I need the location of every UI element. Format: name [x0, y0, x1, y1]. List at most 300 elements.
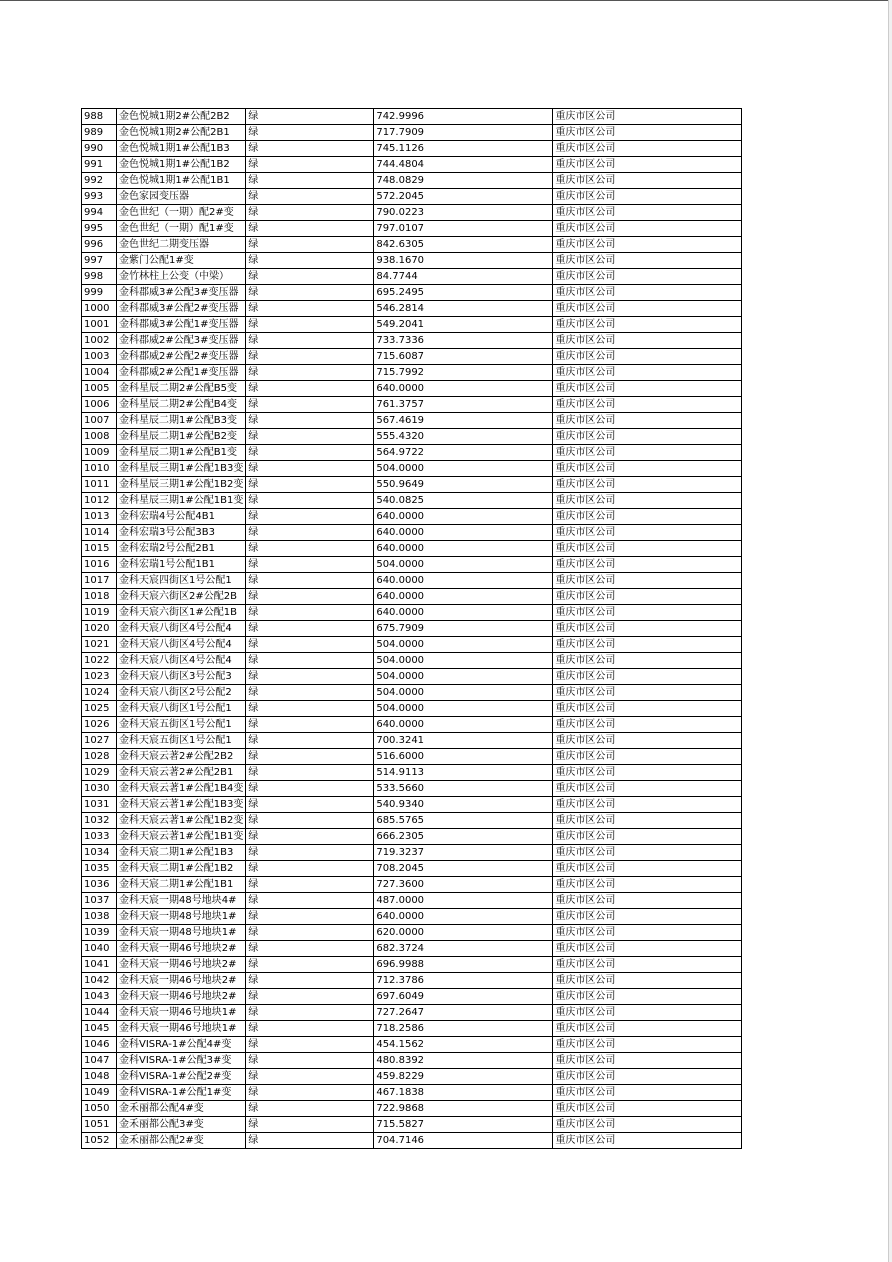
- value-cell: 640.0000: [374, 717, 553, 733]
- station-name-cell: 金科郡威3#公配3#变压器: [117, 285, 246, 301]
- table-row: [82, 685, 742, 701]
- table-row: [82, 397, 742, 413]
- station-name-cell: 金科天宸八街区4号公配4: [117, 637, 246, 653]
- company-cell: 重庆市区公司: [553, 349, 742, 365]
- table-row: [82, 173, 742, 189]
- row-index-cell: 1021: [82, 637, 117, 653]
- value-cell: 516.6000: [374, 749, 553, 765]
- station-name-cell: 金色悦城1期2#公配2B2: [117, 109, 246, 125]
- station-name-cell: 金科天宸云著1#公配1B3变: [117, 797, 246, 813]
- station-name-cell: 金科宏瑞4号公配4B1: [117, 509, 246, 525]
- company-cell: 重庆市区公司: [553, 909, 742, 925]
- station-name-cell: 金科郡威2#公配1#变压器: [117, 365, 246, 381]
- value-cell: 640.0000: [374, 589, 553, 605]
- value-cell: 733.7336: [374, 333, 553, 349]
- status-color-cell: 绿: [246, 189, 374, 205]
- company-cell: 重庆市区公司: [553, 877, 742, 893]
- status-color-cell: 绿: [246, 605, 374, 621]
- station-name-cell: 金科郡威3#公配1#变压器: [117, 317, 246, 333]
- value-cell: 715.7992: [374, 365, 553, 381]
- status-color-cell: 绿: [246, 861, 374, 877]
- status-color-cell: 绿: [246, 509, 374, 525]
- status-color-cell: 绿: [246, 909, 374, 925]
- row-index-cell: 1048: [82, 1069, 117, 1085]
- station-name-cell: 金科天宸一期46号地块2#: [117, 973, 246, 989]
- status-color-cell: 绿: [246, 877, 374, 893]
- status-color-cell: 绿: [246, 1133, 374, 1149]
- status-color-cell: 绿: [246, 1053, 374, 1069]
- station-name-cell: 金科VISRA-1#公配3#变: [117, 1053, 246, 1069]
- table-row: [82, 653, 742, 669]
- status-color-cell: 绿: [246, 333, 374, 349]
- company-cell: 重庆市区公司: [553, 285, 742, 301]
- station-name-cell: 金科VISRA-1#公配2#变: [117, 1069, 246, 1085]
- row-index-cell: 988: [82, 109, 117, 125]
- status-color-cell: 绿: [246, 493, 374, 509]
- value-cell: 504.0000: [374, 461, 553, 477]
- status-color-cell: 绿: [246, 157, 374, 173]
- table-row: [82, 1101, 742, 1117]
- status-color-cell: 绿: [246, 845, 374, 861]
- status-color-cell: 绿: [246, 733, 374, 749]
- table-row: [82, 237, 742, 253]
- company-cell: 重庆市区公司: [553, 1021, 742, 1037]
- station-name-cell: 金竹林柱上公变（中梁）: [117, 269, 246, 285]
- station-name-cell: 金科宏瑞2号公配2B1: [117, 541, 246, 557]
- table-row: [82, 445, 742, 461]
- row-index-cell: 1022: [82, 653, 117, 669]
- company-cell: 重庆市区公司: [553, 621, 742, 637]
- value-cell: 620.0000: [374, 925, 553, 941]
- value-cell: 480.8392: [374, 1053, 553, 1069]
- company-cell: 重庆市区公司: [553, 573, 742, 589]
- table-row: [82, 717, 742, 733]
- station-name-cell: 金色世纪（一期）配1#变: [117, 221, 246, 237]
- table-row: [82, 973, 742, 989]
- station-name-cell: 金科星辰二期1#公配B3变: [117, 413, 246, 429]
- value-cell: 719.3237: [374, 845, 553, 861]
- status-color-cell: 绿: [246, 477, 374, 493]
- table-row: [82, 285, 742, 301]
- value-cell: 533.5660: [374, 781, 553, 797]
- row-index-cell: 1011: [82, 477, 117, 493]
- company-cell: 重庆市区公司: [553, 589, 742, 605]
- company-cell: 重庆市区公司: [553, 413, 742, 429]
- station-name-cell: 金科天宸八街区2号公配2: [117, 685, 246, 701]
- station-name-cell: 金科天宸云著1#公配1B2变: [117, 813, 246, 829]
- station-name-cell: 金禾丽都公配3#变: [117, 1117, 246, 1133]
- station-name-cell: 金色悦城1期1#公配1B3: [117, 141, 246, 157]
- table-row: [82, 701, 742, 717]
- company-cell: 重庆市区公司: [553, 1085, 742, 1101]
- status-color-cell: 绿: [246, 1101, 374, 1117]
- row-index-cell: 1044: [82, 1005, 117, 1021]
- row-index-cell: 1025: [82, 701, 117, 717]
- table-row: [82, 525, 742, 541]
- company-cell: 重庆市区公司: [553, 733, 742, 749]
- table-row: [82, 221, 742, 237]
- value-cell: 504.0000: [374, 685, 553, 701]
- value-cell: 718.2586: [374, 1021, 553, 1037]
- row-index-cell: 1032: [82, 813, 117, 829]
- row-index-cell: 1009: [82, 445, 117, 461]
- value-cell: 715.6087: [374, 349, 553, 365]
- table-row: [82, 941, 742, 957]
- station-name-cell: 金科宏瑞3号公配3B3: [117, 525, 246, 541]
- table-row: [82, 573, 742, 589]
- station-name-cell: 金科星辰三期1#公配1B2变: [117, 477, 246, 493]
- station-name-cell: 金科天宸八街区3号公配3: [117, 669, 246, 685]
- station-name-cell: 金色世纪（一期）配2#变: [117, 205, 246, 221]
- company-cell: 重庆市区公司: [553, 109, 742, 125]
- row-index-cell: 996: [82, 237, 117, 253]
- status-color-cell: 绿: [246, 1117, 374, 1133]
- company-cell: 重庆市区公司: [553, 221, 742, 237]
- row-index-cell: 1016: [82, 557, 117, 573]
- value-cell: 540.0825: [374, 493, 553, 509]
- table-row: [82, 605, 742, 621]
- company-cell: 重庆市区公司: [553, 781, 742, 797]
- station-name-cell: 金科郡威3#公配2#变压器: [117, 301, 246, 317]
- company-cell: 重庆市区公司: [553, 765, 742, 781]
- value-cell: 504.0000: [374, 637, 553, 653]
- status-color-cell: 绿: [246, 1037, 374, 1053]
- company-cell: 重庆市区公司: [553, 253, 742, 269]
- company-cell: 重庆市区公司: [553, 1005, 742, 1021]
- row-index-cell: 1002: [82, 333, 117, 349]
- table-row: [82, 461, 742, 477]
- value-cell: 459.8229: [374, 1069, 553, 1085]
- company-cell: 重庆市区公司: [553, 189, 742, 205]
- station-name-cell: 金科天宸二期1#公配1B2: [117, 861, 246, 877]
- status-color-cell: 绿: [246, 669, 374, 685]
- status-color-cell: 绿: [246, 1005, 374, 1021]
- company-cell: 重庆市区公司: [553, 605, 742, 621]
- station-name-cell: 金科天宸一期46号地块1#: [117, 1021, 246, 1037]
- status-color-cell: 绿: [246, 589, 374, 605]
- company-cell: 重庆市区公司: [553, 1069, 742, 1085]
- status-color-cell: 绿: [246, 141, 374, 157]
- value-cell: 727.2647: [374, 1005, 553, 1021]
- status-color-cell: 绿: [246, 445, 374, 461]
- status-color-cell: 绿: [246, 829, 374, 845]
- value-cell: 938.1670: [374, 253, 553, 269]
- company-cell: 重庆市区公司: [553, 653, 742, 669]
- station-name-cell: 金科郡威2#公配2#变压器: [117, 349, 246, 365]
- company-cell: 重庆市区公司: [553, 333, 742, 349]
- status-color-cell: 绿: [246, 973, 374, 989]
- table-row: [82, 333, 742, 349]
- table-row: [82, 269, 742, 285]
- value-cell: 640.0000: [374, 541, 553, 557]
- status-color-cell: 绿: [246, 269, 374, 285]
- value-cell: 682.3724: [374, 941, 553, 957]
- value-cell: 504.0000: [374, 653, 553, 669]
- value-cell: 696.9988: [374, 957, 553, 973]
- value-cell: 640.0000: [374, 381, 553, 397]
- table-row: [82, 381, 742, 397]
- company-cell: 重庆市区公司: [553, 557, 742, 573]
- table-row: [82, 925, 742, 941]
- status-color-cell: 绿: [246, 285, 374, 301]
- row-index-cell: 993: [82, 189, 117, 205]
- status-color-cell: 绿: [246, 765, 374, 781]
- company-cell: 重庆市区公司: [553, 509, 742, 525]
- row-index-cell: 1030: [82, 781, 117, 797]
- company-cell: 重庆市区公司: [553, 925, 742, 941]
- table-row: [82, 893, 742, 909]
- company-cell: 重庆市区公司: [553, 445, 742, 461]
- table-row: [82, 669, 742, 685]
- value-cell: 722.9868: [374, 1101, 553, 1117]
- station-name-cell: 金科郡威2#公配3#变压器: [117, 333, 246, 349]
- value-cell: 640.0000: [374, 605, 553, 621]
- company-cell: 重庆市区公司: [553, 365, 742, 381]
- station-name-cell: 金紫门公配1#变: [117, 253, 246, 269]
- station-name-cell: 金科天宸八街区4号公配4: [117, 653, 246, 669]
- table-row: [82, 1069, 742, 1085]
- page-top-border: [0, 0, 892, 1]
- value-cell: 715.5827: [374, 1117, 553, 1133]
- row-index-cell: 1043: [82, 989, 117, 1005]
- table-row: [82, 621, 742, 637]
- station-name-cell: 金科天宸五街区1号公配1: [117, 733, 246, 749]
- station-name-cell: 金科天宸一期48号地块4#: [117, 893, 246, 909]
- status-color-cell: 绿: [246, 573, 374, 589]
- station-name-cell: 金科天宸六街区2#公配2B: [117, 589, 246, 605]
- table-row: [82, 797, 742, 813]
- table-row: [82, 413, 742, 429]
- value-cell: 564.9722: [374, 445, 553, 461]
- value-cell: 640.0000: [374, 573, 553, 589]
- status-color-cell: 绿: [246, 109, 374, 125]
- station-name-cell: 金科天宸一期46号地块2#: [117, 989, 246, 1005]
- table-row: [82, 1117, 742, 1133]
- station-name-cell: 金科天宸二期1#公配1B1: [117, 877, 246, 893]
- status-color-cell: 绿: [246, 925, 374, 941]
- value-cell: 504.0000: [374, 701, 553, 717]
- value-cell: 567.4619: [374, 413, 553, 429]
- value-cell: 712.3786: [374, 973, 553, 989]
- table-row: [82, 1037, 742, 1053]
- value-cell: 748.0829: [374, 173, 553, 189]
- status-color-cell: 绿: [246, 541, 374, 557]
- status-color-cell: 绿: [246, 749, 374, 765]
- table-row: [82, 829, 742, 845]
- table-row: [82, 877, 742, 893]
- value-cell: 742.9996: [374, 109, 553, 125]
- station-name-cell: 金科星辰三期1#公配1B1变: [117, 493, 246, 509]
- station-name-cell: 金科星辰二期1#公配B1变: [117, 445, 246, 461]
- station-name-cell: 金科天宸四街区1号公配1: [117, 573, 246, 589]
- company-cell: 重庆市区公司: [553, 669, 742, 685]
- company-cell: 重庆市区公司: [553, 1101, 742, 1117]
- table-row: [82, 957, 742, 973]
- company-cell: 重庆市区公司: [553, 845, 742, 861]
- station-name-cell: 金科天宸一期46号地块2#: [117, 957, 246, 973]
- row-index-cell: 989: [82, 125, 117, 141]
- row-index-cell: 1006: [82, 397, 117, 413]
- row-index-cell: 995: [82, 221, 117, 237]
- value-cell: 467.1838: [374, 1085, 553, 1101]
- value-cell: 761.3757: [374, 397, 553, 413]
- row-index-cell: 1042: [82, 973, 117, 989]
- row-index-cell: 1008: [82, 429, 117, 445]
- company-cell: 重庆市区公司: [553, 205, 742, 221]
- row-index-cell: 992: [82, 173, 117, 189]
- station-name-cell: 金色悦城1期1#公配1B2: [117, 157, 246, 173]
- table-row: [82, 1133, 742, 1149]
- row-index-cell: 1047: [82, 1053, 117, 1069]
- row-index-cell: 1005: [82, 381, 117, 397]
- row-index-cell: 1023: [82, 669, 117, 685]
- row-index-cell: 1012: [82, 493, 117, 509]
- table-row: [82, 493, 742, 509]
- table-row: [82, 541, 742, 557]
- row-index-cell: 1013: [82, 509, 117, 525]
- station-name-cell: 金科天宸一期46号地块2#: [117, 941, 246, 957]
- company-cell: 重庆市区公司: [553, 269, 742, 285]
- table-row: [82, 301, 742, 317]
- station-name-cell: 金科天宸一期48号地块1#: [117, 925, 246, 941]
- value-cell: 640.0000: [374, 909, 553, 925]
- row-index-cell: 1026: [82, 717, 117, 733]
- table-row: [82, 141, 742, 157]
- table-row: [82, 205, 742, 221]
- status-color-cell: 绿: [246, 701, 374, 717]
- company-cell: 重庆市区公司: [553, 525, 742, 541]
- status-color-cell: 绿: [246, 685, 374, 701]
- row-index-cell: 997: [82, 253, 117, 269]
- company-cell: 重庆市区公司: [553, 685, 742, 701]
- table-row: [82, 589, 742, 605]
- status-color-cell: 绿: [246, 301, 374, 317]
- table-row: [82, 845, 742, 861]
- status-color-cell: 绿: [246, 397, 374, 413]
- row-index-cell: 1024: [82, 685, 117, 701]
- table-row: [82, 637, 742, 653]
- company-cell: 重庆市区公司: [553, 301, 742, 317]
- status-color-cell: 绿: [246, 413, 374, 429]
- company-cell: 重庆市区公司: [553, 717, 742, 733]
- value-cell: 797.0107: [374, 221, 553, 237]
- company-cell: 重庆市区公司: [553, 893, 742, 909]
- value-cell: 704.7146: [374, 1133, 553, 1149]
- table-row: [82, 157, 742, 173]
- company-cell: 重庆市区公司: [553, 701, 742, 717]
- row-index-cell: 1039: [82, 925, 117, 941]
- table-row: [82, 189, 742, 205]
- company-cell: 重庆市区公司: [553, 941, 742, 957]
- row-index-cell: 1020: [82, 621, 117, 637]
- row-index-cell: 1014: [82, 525, 117, 541]
- table-row: [82, 109, 742, 125]
- status-color-cell: 绿: [246, 525, 374, 541]
- company-cell: 重庆市区公司: [553, 125, 742, 141]
- data-table: [81, 108, 742, 1149]
- company-cell: 重庆市区公司: [553, 397, 742, 413]
- company-cell: 重庆市区公司: [553, 797, 742, 813]
- company-cell: 重庆市区公司: [553, 429, 742, 445]
- row-index-cell: 991: [82, 157, 117, 173]
- status-color-cell: 绿: [246, 1021, 374, 1037]
- station-name-cell: 金科天宸八街区4号公配4: [117, 621, 246, 637]
- company-cell: 重庆市区公司: [553, 813, 742, 829]
- value-cell: 708.2045: [374, 861, 553, 877]
- value-cell: 790.0223: [374, 205, 553, 221]
- row-index-cell: 1050: [82, 1101, 117, 1117]
- row-index-cell: 1045: [82, 1021, 117, 1037]
- status-color-cell: 绿: [246, 1069, 374, 1085]
- station-name-cell: 金科宏瑞1号公配1B1: [117, 557, 246, 573]
- row-index-cell: 1004: [82, 365, 117, 381]
- status-color-cell: 绿: [246, 205, 374, 221]
- status-color-cell: 绿: [246, 125, 374, 141]
- station-name-cell: 金科星辰三期1#公配1B3变: [117, 461, 246, 477]
- row-index-cell: 994: [82, 205, 117, 221]
- status-color-cell: 绿: [246, 781, 374, 797]
- company-cell: 重庆市区公司: [553, 973, 742, 989]
- station-name-cell: 金科星辰二期2#公配B4变: [117, 397, 246, 413]
- value-cell: 842.6305: [374, 237, 553, 253]
- row-index-cell: 1049: [82, 1085, 117, 1101]
- table-row: [82, 749, 742, 765]
- value-cell: 504.0000: [374, 669, 553, 685]
- value-cell: 744.4804: [374, 157, 553, 173]
- company-cell: 重庆市区公司: [553, 989, 742, 1005]
- station-name-cell: 金科天宸二期1#公配1B3: [117, 845, 246, 861]
- row-index-cell: 999: [82, 285, 117, 301]
- row-index-cell: 998: [82, 269, 117, 285]
- row-index-cell: 1037: [82, 893, 117, 909]
- status-color-cell: 绿: [246, 429, 374, 445]
- station-name-cell: 金科星辰二期2#公配B5变: [117, 381, 246, 397]
- company-cell: 重庆市区公司: [553, 861, 742, 877]
- station-name-cell: 金色家园变压器: [117, 189, 246, 205]
- table-row: [82, 365, 742, 381]
- table-row: [82, 1053, 742, 1069]
- station-name-cell: 金科天宸云著2#公配2B2: [117, 749, 246, 765]
- status-color-cell: 绿: [246, 221, 374, 237]
- status-color-cell: 绿: [246, 365, 374, 381]
- row-index-cell: 1027: [82, 733, 117, 749]
- row-index-cell: 1052: [82, 1133, 117, 1149]
- value-cell: 549.2041: [374, 317, 553, 333]
- status-color-cell: 绿: [246, 1085, 374, 1101]
- table-row: [82, 317, 742, 333]
- table-row: [82, 557, 742, 573]
- value-cell: 717.7909: [374, 125, 553, 141]
- value-cell: 555.4320: [374, 429, 553, 445]
- value-cell: 540.9340: [374, 797, 553, 813]
- value-cell: 504.0000: [374, 557, 553, 573]
- table-row: [82, 253, 742, 269]
- row-index-cell: 1035: [82, 861, 117, 877]
- table-row: [82, 125, 742, 141]
- station-name-cell: 金色世纪二期变压器: [117, 237, 246, 253]
- value-cell: 695.2495: [374, 285, 553, 301]
- value-cell: 454.1562: [374, 1037, 553, 1053]
- row-index-cell: 1051: [82, 1117, 117, 1133]
- row-index-cell: 1040: [82, 941, 117, 957]
- table-row: [82, 1085, 742, 1101]
- row-index-cell: 1001: [82, 317, 117, 333]
- row-index-cell: 1046: [82, 1037, 117, 1053]
- company-cell: 重庆市区公司: [553, 1053, 742, 1069]
- row-index-cell: 1029: [82, 765, 117, 781]
- status-color-cell: 绿: [246, 989, 374, 1005]
- row-index-cell: 1015: [82, 541, 117, 557]
